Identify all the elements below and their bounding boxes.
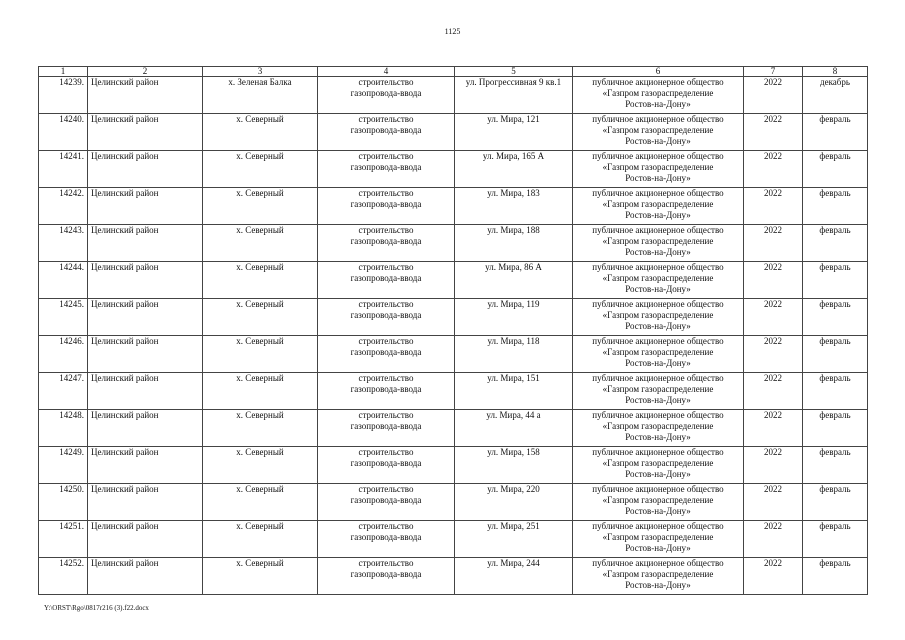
work-type-cell-line: газопровода-ввода bbox=[350, 421, 422, 431]
table-header-row bbox=[39, 67, 868, 77]
table-row bbox=[39, 410, 868, 447]
organization-cell bbox=[573, 336, 744, 373]
organization-cell-line: публичное акционерное общество bbox=[592, 521, 724, 531]
organization-cell-line: Ростов-на-Дону» bbox=[625, 395, 691, 405]
work-type-cell-line: строительство bbox=[358, 410, 414, 420]
row-number bbox=[39, 77, 88, 114]
month-cell-line: февраль bbox=[819, 336, 851, 346]
settlement-cell bbox=[203, 521, 318, 558]
address-cell-line: ул. Мира, 165 А bbox=[482, 151, 545, 161]
column-header: 6 bbox=[573, 67, 744, 77]
month-cell-line: февраль bbox=[819, 151, 851, 161]
address-cell bbox=[455, 262, 573, 299]
work-type-cell-line: газопровода-ввода bbox=[350, 384, 422, 394]
month-cell bbox=[803, 447, 868, 484]
year-cell-line: 2022 bbox=[764, 447, 782, 457]
work-type-cell-line: газопровода-ввода bbox=[350, 310, 422, 320]
organization-cell-line: Ростов-на-Дону» bbox=[625, 210, 691, 220]
year-cell bbox=[744, 299, 803, 336]
table-row bbox=[39, 225, 868, 262]
work-type-cell bbox=[318, 262, 455, 299]
settlement-cell-line: х. Северный bbox=[236, 114, 284, 124]
settlement-cell-line: х. Северный bbox=[236, 151, 284, 161]
table-row bbox=[39, 484, 868, 521]
district-cell-line: Целинский район bbox=[91, 558, 159, 568]
address-cell bbox=[455, 410, 573, 447]
work-type-cell bbox=[318, 336, 455, 373]
address-cell bbox=[455, 447, 573, 484]
settlement-cell bbox=[203, 410, 318, 447]
address-cell bbox=[455, 373, 573, 410]
organization-cell bbox=[573, 558, 744, 595]
work-type-cell-line: газопровода-ввода bbox=[350, 162, 422, 172]
row-number-line: 14246. bbox=[59, 336, 84, 346]
work-type-cell-line: газопровода-ввода bbox=[350, 273, 422, 283]
row-number-line: 14251. bbox=[59, 521, 84, 531]
month-cell-line: декабрь bbox=[820, 77, 850, 87]
district-cell bbox=[88, 299, 203, 336]
year-cell bbox=[744, 336, 803, 373]
organization-cell-line: «Газпром газораспределение bbox=[602, 384, 714, 394]
district-cell bbox=[88, 558, 203, 595]
registry-table bbox=[38, 66, 868, 595]
month-cell bbox=[803, 373, 868, 410]
work-type-cell-line: газопровода-ввода bbox=[350, 199, 422, 209]
organization-cell-line: «Газпром газораспределение bbox=[602, 347, 714, 357]
row-number-line: 14247. bbox=[59, 373, 84, 383]
work-type-cell bbox=[318, 151, 455, 188]
work-type-cell bbox=[318, 521, 455, 558]
address-cell bbox=[455, 484, 573, 521]
district-cell bbox=[88, 336, 203, 373]
address-cell bbox=[455, 188, 573, 225]
month-cell bbox=[803, 521, 868, 558]
settlement-cell bbox=[203, 336, 318, 373]
settlement-cell bbox=[203, 151, 318, 188]
settlement-cell-line: х. Северный bbox=[236, 262, 284, 272]
row-number-line: 14244. bbox=[59, 262, 84, 272]
work-type-cell bbox=[318, 484, 455, 521]
organization-cell-line: «Газпром газораспределение bbox=[602, 125, 714, 135]
organization-cell-line: публичное акционерное общество bbox=[592, 188, 724, 198]
year-cell bbox=[744, 262, 803, 299]
work-type-cell-line: газопровода-ввода bbox=[350, 125, 422, 135]
organization-cell-line: Ростов-на-Дону» bbox=[625, 506, 691, 516]
address-cell-line: ул. Мира, 183 bbox=[487, 188, 540, 198]
year-cell bbox=[744, 521, 803, 558]
organization-cell-line: Ростов-на-Дону» bbox=[625, 580, 691, 590]
page-number: 1125 bbox=[444, 27, 461, 36]
column-header: 7 bbox=[744, 67, 803, 77]
settlement-cell bbox=[203, 484, 318, 521]
organization-cell bbox=[573, 484, 744, 521]
work-type-cell-line: строительство bbox=[358, 447, 414, 457]
district-cell-line: Целинский район bbox=[91, 484, 159, 494]
organization-cell-line: Ростов-на-Дону» bbox=[625, 543, 691, 553]
table-row bbox=[39, 77, 868, 114]
row-number bbox=[39, 373, 88, 410]
settlement-cell-line: х. Северный bbox=[236, 447, 284, 457]
year-cell-line: 2022 bbox=[764, 373, 782, 383]
work-type-cell-line: строительство bbox=[358, 484, 414, 494]
organization-cell-line: публичное акционерное общество bbox=[592, 299, 724, 309]
address-cell bbox=[455, 77, 573, 114]
settlement-cell-line: х. Северный bbox=[236, 225, 284, 235]
organization-cell bbox=[573, 262, 744, 299]
month-cell-line: февраль bbox=[819, 114, 851, 124]
organization-cell-line: публичное акционерное общество bbox=[592, 410, 724, 420]
organization-cell-line: «Газпром газораспределение bbox=[602, 310, 714, 320]
month-cell bbox=[803, 114, 868, 151]
district-cell-line: Целинский район bbox=[91, 373, 159, 383]
work-type-cell-line: строительство bbox=[358, 521, 414, 531]
work-type-cell bbox=[318, 188, 455, 225]
settlement-cell-line: х. Северный bbox=[236, 188, 284, 198]
district-cell bbox=[88, 373, 203, 410]
work-type-cell bbox=[318, 558, 455, 595]
district-cell bbox=[88, 262, 203, 299]
table-row bbox=[39, 299, 868, 336]
year-cell-line: 2022 bbox=[764, 299, 782, 309]
district-cell-line: Целинский район bbox=[91, 410, 159, 420]
address-cell bbox=[455, 114, 573, 151]
year-cell bbox=[744, 558, 803, 595]
address-cell-line: ул. Мира, 86 А bbox=[485, 262, 542, 272]
organization-cell-line: публичное акционерное общество bbox=[592, 225, 724, 235]
work-type-cell-line: газопровода-ввода bbox=[350, 495, 422, 505]
row-number-line: 14249. bbox=[59, 447, 84, 457]
organization-cell-line: «Газпром газораспределение bbox=[602, 88, 714, 98]
work-type-cell bbox=[318, 373, 455, 410]
row-number bbox=[39, 225, 88, 262]
district-cell-line: Целинский район bbox=[91, 77, 159, 87]
table-body bbox=[39, 77, 868, 595]
row-number-line: 14252. bbox=[59, 558, 84, 568]
address-cell-line: ул. Мира, 151 bbox=[487, 373, 540, 383]
district-cell-line: Целинский район bbox=[91, 262, 159, 272]
row-number-line: 14245. bbox=[59, 299, 84, 309]
year-cell-line: 2022 bbox=[764, 484, 782, 494]
month-cell-line: февраль bbox=[819, 262, 851, 272]
settlement-cell bbox=[203, 188, 318, 225]
month-cell-line: февраль bbox=[819, 521, 851, 531]
work-type-cell-line: газопровода-ввода bbox=[350, 236, 422, 246]
year-cell bbox=[744, 151, 803, 188]
column-header: 1 bbox=[39, 67, 88, 77]
year-cell-line: 2022 bbox=[764, 521, 782, 531]
organization-cell-line: Ростов-на-Дону» bbox=[625, 432, 691, 442]
year-cell bbox=[744, 373, 803, 410]
work-type-cell-line: строительство bbox=[358, 558, 414, 568]
work-type-cell-line: строительство bbox=[358, 188, 414, 198]
row-number bbox=[39, 262, 88, 299]
row-number-line: 14241. bbox=[59, 151, 84, 161]
organization-cell bbox=[573, 225, 744, 262]
organization-cell-line: «Газпром газораспределение bbox=[602, 458, 714, 468]
district-cell bbox=[88, 484, 203, 521]
settlement-cell-line: х. Зеленая Балка bbox=[228, 77, 292, 87]
row-number bbox=[39, 299, 88, 336]
work-type-cell-line: газопровода-ввода bbox=[350, 458, 422, 468]
organization-cell bbox=[573, 447, 744, 484]
work-type-cell-line: строительство bbox=[358, 151, 414, 161]
row-number bbox=[39, 114, 88, 151]
table-row bbox=[39, 151, 868, 188]
column-header: 2 bbox=[88, 67, 203, 77]
address-cell-line: ул. Мира, 119 bbox=[487, 299, 540, 309]
address-cell-line: ул. Мира, 244 bbox=[487, 558, 540, 568]
work-type-cell-line: строительство bbox=[358, 373, 414, 383]
year-cell-line: 2022 bbox=[764, 336, 782, 346]
column-header: 8 bbox=[803, 67, 868, 77]
work-type-cell-line: строительство bbox=[358, 262, 414, 272]
organization-cell-line: «Газпром газораспределение bbox=[602, 273, 714, 283]
organization-cell-line: Ростов-на-Дону» bbox=[625, 173, 691, 183]
settlement-cell bbox=[203, 299, 318, 336]
settlement-cell bbox=[203, 114, 318, 151]
row-number-line: 14250. bbox=[59, 484, 84, 494]
organization-cell bbox=[573, 521, 744, 558]
organization-cell-line: Ростов-на-Дону» bbox=[625, 358, 691, 368]
row-number-line: 14242. bbox=[59, 188, 84, 198]
organization-cell bbox=[573, 114, 744, 151]
district-cell-line: Целинский район bbox=[91, 225, 159, 235]
address-cell bbox=[455, 521, 573, 558]
organization-cell-line: публичное акционерное общество bbox=[592, 262, 724, 272]
month-cell bbox=[803, 225, 868, 262]
year-cell-line: 2022 bbox=[764, 151, 782, 161]
month-cell-line: февраль bbox=[819, 373, 851, 383]
address-cell-line: ул. Мира, 121 bbox=[487, 114, 540, 124]
address-cell-line: ул. Мира, 158 bbox=[487, 447, 540, 457]
row-number-line: 14248. bbox=[59, 410, 84, 420]
work-type-cell-line: газопровода-ввода bbox=[350, 88, 422, 98]
year-cell bbox=[744, 447, 803, 484]
year-cell bbox=[744, 77, 803, 114]
organization-cell bbox=[573, 77, 744, 114]
organization-cell-line: «Газпром газораспределение bbox=[602, 236, 714, 246]
settlement-cell-line: х. Северный bbox=[236, 558, 284, 568]
work-type-cell-line: строительство bbox=[358, 336, 414, 346]
month-cell bbox=[803, 410, 868, 447]
work-type-cell-line: газопровода-ввода bbox=[350, 532, 422, 542]
month-cell bbox=[803, 558, 868, 595]
district-cell-line: Целинский район bbox=[91, 114, 159, 124]
row-number-line: 14239. bbox=[59, 77, 84, 87]
row-number-line: 14240. bbox=[59, 114, 84, 124]
month-cell bbox=[803, 77, 868, 114]
month-cell bbox=[803, 262, 868, 299]
district-cell bbox=[88, 410, 203, 447]
organization-cell-line: Ростов-на-Дону» bbox=[625, 321, 691, 331]
settlement-cell bbox=[203, 373, 318, 410]
table-row bbox=[39, 262, 868, 299]
organization-cell bbox=[573, 188, 744, 225]
district-cell-line: Целинский район bbox=[91, 336, 159, 346]
year-cell-line: 2022 bbox=[764, 262, 782, 272]
settlement-cell bbox=[203, 558, 318, 595]
year-cell bbox=[744, 114, 803, 151]
column-header: 5 bbox=[455, 67, 573, 77]
address-cell-line: ул. Мира, 220 bbox=[487, 484, 540, 494]
month-cell bbox=[803, 336, 868, 373]
footer-file-path: Y:\ORST\Rgo\0817r216 (3).f22.docx bbox=[44, 604, 149, 612]
district-cell bbox=[88, 521, 203, 558]
year-cell bbox=[744, 410, 803, 447]
organization-cell-line: Ростов-на-Дону» bbox=[625, 469, 691, 479]
month-cell bbox=[803, 188, 868, 225]
district-cell bbox=[88, 114, 203, 151]
organization-cell-line: «Газпром газораспределение bbox=[602, 495, 714, 505]
settlement-cell-line: х. Северный bbox=[236, 484, 284, 494]
organization-cell-line: публичное акционерное общество bbox=[592, 336, 724, 346]
address-cell bbox=[455, 336, 573, 373]
work-type-cell-line: строительство bbox=[358, 114, 414, 124]
address-cell bbox=[455, 558, 573, 595]
organization-cell-line: Ростов-на-Дону» bbox=[625, 284, 691, 294]
row-number-line: 14243. bbox=[59, 225, 84, 235]
table-row bbox=[39, 336, 868, 373]
month-cell-line: февраль bbox=[819, 558, 851, 568]
year-cell bbox=[744, 484, 803, 521]
month-cell-line: февраль bbox=[819, 447, 851, 457]
row-number bbox=[39, 336, 88, 373]
district-cell-line: Целинский район bbox=[91, 447, 159, 457]
table-row bbox=[39, 558, 868, 595]
organization-cell-line: «Газпром газораспределение bbox=[602, 162, 714, 172]
work-type-cell bbox=[318, 410, 455, 447]
work-type-cell-line: газопровода-ввода bbox=[350, 569, 422, 579]
address-cell-line: ул. Мира, 251 bbox=[487, 521, 540, 531]
organization-cell-line: публичное акционерное общество bbox=[592, 77, 724, 87]
organization-cell-line: публичное акционерное общество bbox=[592, 151, 724, 161]
work-type-cell bbox=[318, 299, 455, 336]
work-type-cell bbox=[318, 447, 455, 484]
organization-cell-line: «Газпром газораспределение bbox=[602, 532, 714, 542]
district-cell bbox=[88, 447, 203, 484]
district-cell bbox=[88, 225, 203, 262]
organization-cell-line: публичное акционерное общество bbox=[592, 373, 724, 383]
table-row bbox=[39, 447, 868, 484]
organization-cell-line: публичное акционерное общество bbox=[592, 114, 724, 124]
settlement-cell-line: х. Северный bbox=[236, 373, 284, 383]
table-row bbox=[39, 521, 868, 558]
row-number bbox=[39, 151, 88, 188]
organization-cell bbox=[573, 299, 744, 336]
table-row bbox=[39, 188, 868, 225]
organization-cell-line: публичное акционерное общество bbox=[592, 484, 724, 494]
row-number bbox=[39, 447, 88, 484]
settlement-cell bbox=[203, 262, 318, 299]
organization-cell bbox=[573, 410, 744, 447]
year-cell-line: 2022 bbox=[764, 188, 782, 198]
organization-cell-line: Ростов-на-Дону» bbox=[625, 99, 691, 109]
address-cell-line: ул. Прогрессивная 9 кв.1 bbox=[465, 77, 562, 87]
district-cell bbox=[88, 188, 203, 225]
year-cell bbox=[744, 188, 803, 225]
column-header: 4 bbox=[318, 67, 455, 77]
settlement-cell-line: х. Северный bbox=[236, 410, 284, 420]
organization-cell-line: Ростов-на-Дону» bbox=[625, 136, 691, 146]
district-cell bbox=[88, 77, 203, 114]
address-cell-line: ул. Мира, 188 bbox=[487, 225, 540, 235]
organization-cell-line: Ростов-на-Дону» bbox=[625, 247, 691, 257]
work-type-cell bbox=[318, 114, 455, 151]
organization-cell-line: «Газпром газораспределение bbox=[602, 199, 714, 209]
row-number bbox=[39, 521, 88, 558]
work-type-cell-line: газопровода-ввода bbox=[350, 347, 422, 357]
year-cell-line: 2022 bbox=[764, 558, 782, 568]
year-cell-line: 2022 bbox=[764, 225, 782, 235]
table-row bbox=[39, 114, 868, 151]
address-cell bbox=[455, 225, 573, 262]
organization-cell bbox=[573, 373, 744, 410]
organization-cell-line: публичное акционерное общество bbox=[592, 447, 724, 457]
settlement-cell-line: х. Северный bbox=[236, 336, 284, 346]
month-cell-line: февраль bbox=[819, 299, 851, 309]
month-cell-line: февраль bbox=[819, 410, 851, 420]
address-cell bbox=[455, 151, 573, 188]
month-cell-line: февраль bbox=[819, 225, 851, 235]
column-header: 3 bbox=[203, 67, 318, 77]
work-type-cell-line: строительство bbox=[358, 77, 414, 87]
work-type-cell bbox=[318, 225, 455, 262]
work-type-cell-line: строительство bbox=[358, 299, 414, 309]
month-cell bbox=[803, 484, 868, 521]
table-row bbox=[39, 373, 868, 410]
organization-cell bbox=[573, 151, 744, 188]
row-number bbox=[39, 484, 88, 521]
settlement-cell-line: х. Северный bbox=[236, 521, 284, 531]
district-cell-line: Целинский район bbox=[91, 151, 159, 161]
address-cell bbox=[455, 299, 573, 336]
month-cell bbox=[803, 299, 868, 336]
settlement-cell bbox=[203, 225, 318, 262]
month-cell bbox=[803, 151, 868, 188]
settlement-cell bbox=[203, 77, 318, 114]
month-cell-line: февраль bbox=[819, 484, 851, 494]
organization-cell-line: «Газпром газораспределение bbox=[602, 569, 714, 579]
row-number bbox=[39, 188, 88, 225]
district-cell-line: Целинский район bbox=[91, 188, 159, 198]
settlement-cell-line: х. Северный bbox=[236, 299, 284, 309]
address-cell-line: ул. Мира, 44 а bbox=[486, 410, 541, 420]
organization-cell-line: публичное акционерное общество bbox=[592, 558, 724, 568]
work-type-cell-line: строительство bbox=[358, 225, 414, 235]
row-number bbox=[39, 410, 88, 447]
work-type-cell bbox=[318, 77, 455, 114]
address-cell-line: ул. Мира, 118 bbox=[487, 336, 540, 346]
settlement-cell bbox=[203, 447, 318, 484]
year-cell-line: 2022 bbox=[764, 410, 782, 420]
district-cell-line: Целинский район bbox=[91, 521, 159, 531]
month-cell-line: февраль bbox=[819, 188, 851, 198]
year-cell bbox=[744, 225, 803, 262]
district-cell bbox=[88, 151, 203, 188]
organization-cell-line: «Газпром газораспределение bbox=[602, 421, 714, 431]
year-cell-line: 2022 bbox=[764, 114, 782, 124]
year-cell-line: 2022 bbox=[764, 77, 782, 87]
district-cell-line: Целинский район bbox=[91, 299, 159, 309]
row-number bbox=[39, 558, 88, 595]
